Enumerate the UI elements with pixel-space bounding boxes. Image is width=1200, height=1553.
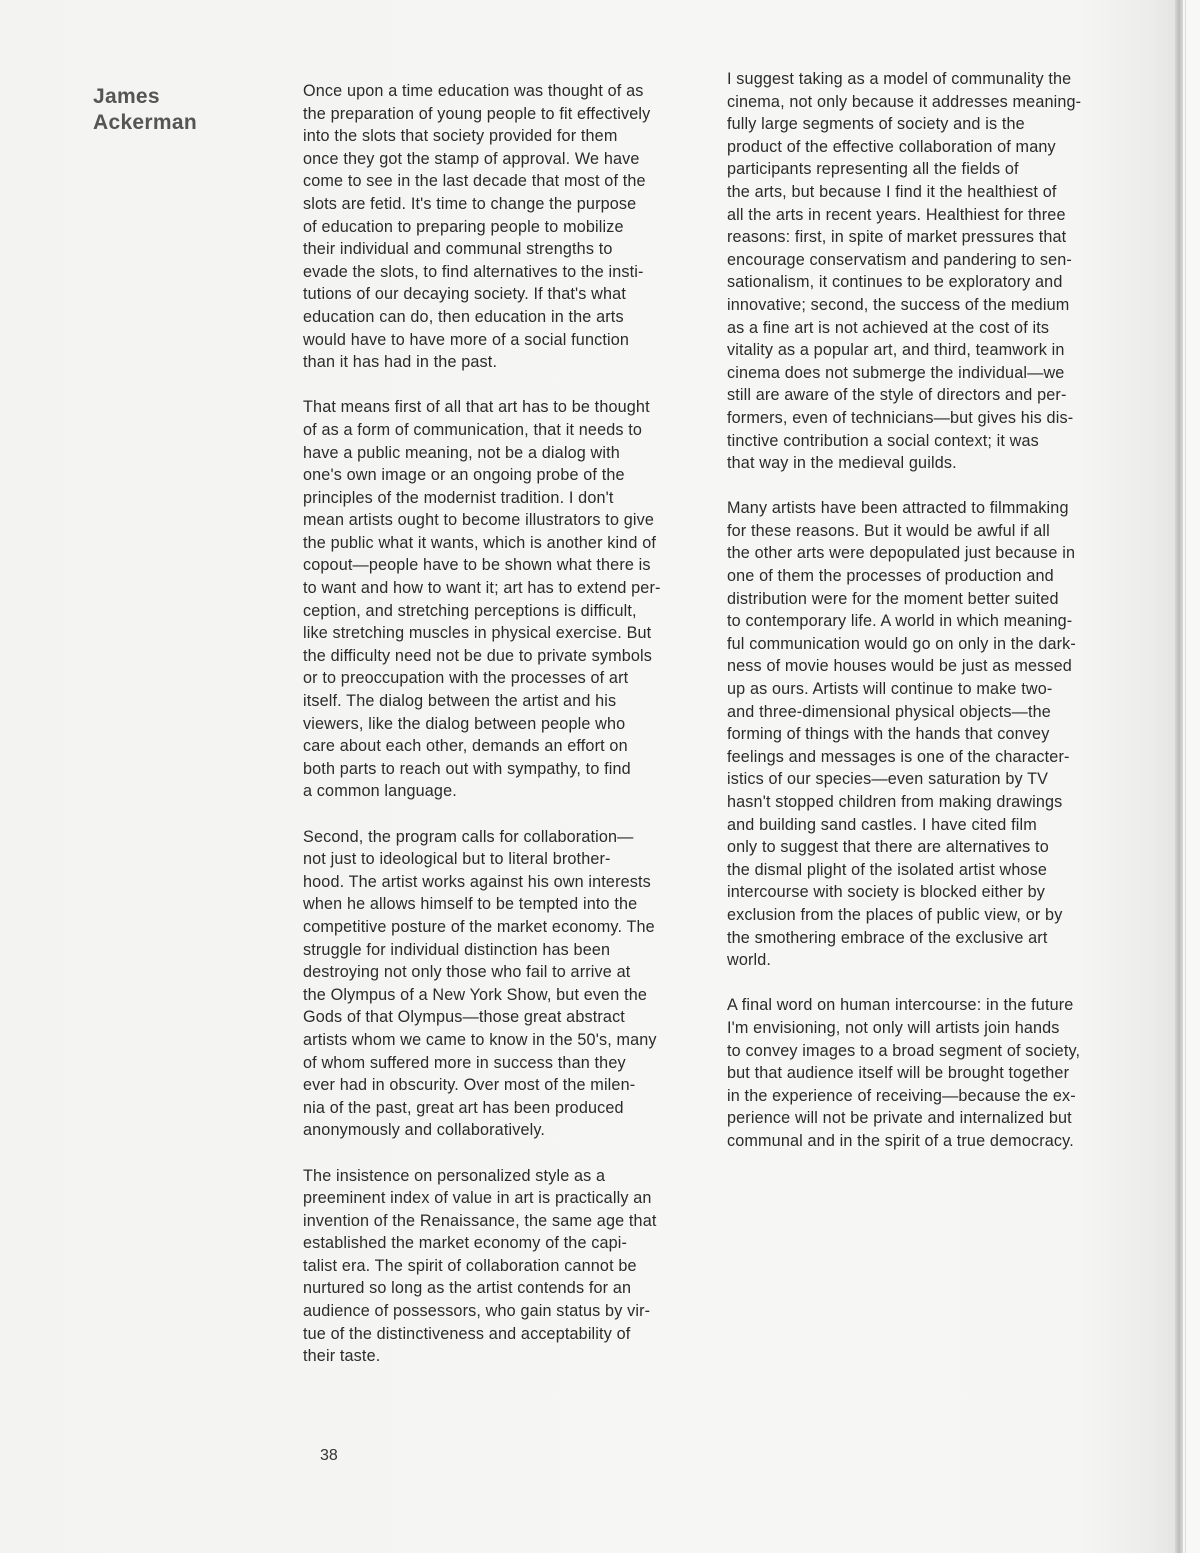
page-number: 38 (320, 1447, 338, 1464)
text-line: the smothering embrace of the exclusive art (727, 928, 1048, 947)
right-text-column (727, 68, 1147, 1175)
text-line: to want and how to want it; art has to extend per- (303, 579, 661, 598)
text-line: come to see in the last decade that most of the (303, 172, 646, 191)
paragraph (727, 497, 1147, 971)
text-line: into the slots that society provided for them (303, 127, 618, 146)
text-line: struggle for individual distinction has been (303, 940, 611, 959)
text-line: the other arts were depopulated just because in (727, 544, 1076, 563)
author-last-name: Ackerman (93, 111, 197, 134)
author-first-name: James (93, 85, 160, 108)
text-line: participants representing all the fields of (727, 160, 1019, 179)
left-text-column (303, 80, 708, 1390)
text-line: as a fine art is not achieved at the cost of its (727, 318, 1050, 337)
text-line: in the experience of receiving—because the ex- (727, 1086, 1076, 1105)
text-line: sationalism, it continues to be exploratory and (727, 273, 1063, 292)
text-line: hood. The artist works against his own interests (303, 872, 651, 891)
paragraph (303, 396, 708, 803)
text-line: nia of the past, great art has been produced (303, 1098, 624, 1117)
text-line: distribution were for the moment better suited (727, 589, 1059, 608)
text-line: innovative; second, the success of the medium (727, 295, 1070, 314)
text-line: The insistence on personalized style as a (303, 1166, 606, 1185)
text-line: encourage conservatism and pandering to sen- (727, 250, 1072, 269)
text-line: Once upon a time education was thought of as (303, 82, 644, 100)
text-line: slots are fetid. It's time to change the purpose (303, 194, 637, 213)
text-line: education can do, then education in the arts (303, 307, 624, 326)
text-line: cinema does not submerge the individual—we (727, 363, 1065, 382)
text-line: only to suggest that there are alternatives to (727, 838, 1049, 857)
paragraph (303, 826, 708, 1142)
text-line: both parts to reach out with sympathy, to find (303, 759, 631, 778)
text-line: nurtured so long as the artist contends for an (303, 1279, 632, 1298)
text-line: tinctive contribution a social context; it was (727, 431, 1039, 450)
text-line: tue of the distinctiveness and acceptability of (303, 1324, 631, 1343)
text-line: intercourse with society is blocked either by (727, 883, 1046, 902)
text-line: principles of the modernist tradition. I don't (303, 488, 614, 507)
text-line: I'm envisioning, not only will artists join hands (727, 1018, 1060, 1037)
text-line: the arts, but because I find it the healthiest of (727, 182, 1057, 201)
text-line: care about each other, demands an effort on (303, 737, 628, 756)
paragraph (303, 1165, 708, 1368)
text-line: have a public meaning, not be a dialog with (303, 443, 620, 462)
paragraph (727, 994, 1147, 1152)
text-line: copout—people have to be shown what there is (303, 556, 651, 575)
text-line: their taste. (303, 1347, 381, 1366)
author-name (93, 84, 197, 136)
text-line: world. (727, 951, 772, 970)
text-line: tutions of our decaying society. If that's what (303, 285, 626, 304)
text-line: up as ours. Artists will continue to make two- (727, 680, 1053, 699)
text-line: fully large segments of society and is the (727, 115, 1025, 134)
text-line: than it has had in the past. (303, 353, 498, 372)
text-line: cinema, not only because it addresses meaning- (727, 92, 1082, 111)
text-line: all the arts in recent years. Healthiest for three (727, 205, 1066, 224)
text-line: but that audience itself will be brought together (727, 1064, 1070, 1083)
paragraph (727, 68, 1147, 475)
text-line: once they got the stamp of approval. We have (303, 149, 640, 168)
text-line: audience of possessors, who gain status by vir- (303, 1302, 651, 1321)
text-line: the dismal plight of the isolated artist whose (727, 860, 1048, 879)
text-line: perience will not be private and internalized but (727, 1109, 1072, 1128)
text-line: preeminent index of value in art is practically an (303, 1189, 652, 1208)
page-edge (1185, 0, 1200, 1553)
text-line: to convey images to a broad segment of society, (727, 1041, 1081, 1060)
text-line: anonymously and collaboratively. (303, 1121, 546, 1140)
text-line: communal and in the spirit of a true democracy. (727, 1131, 1074, 1150)
text-line: invention of the Renaissance, the same age that (303, 1211, 657, 1230)
text-line: the preparation of young people to fit effectively (303, 104, 651, 123)
text-line: evade the slots, to find alternatives to the insti- (303, 262, 644, 281)
text-line: itself. The dialog between the artist and his (303, 692, 617, 711)
text-line: not just to ideological but to literal brother- (303, 850, 611, 869)
text-line: a common language. (303, 782, 457, 801)
text-line: hasn't stopped children from making drawings (727, 793, 1063, 811)
text-line: viewers, like the dialog between people who (303, 714, 626, 733)
text-line: still are aware of the style of directors and per- (727, 386, 1067, 405)
text-line: when he allows himself to be tempted into the (303, 895, 638, 914)
text-line: artists whom we came to know in the 50's, many (303, 1030, 657, 1049)
text-line: and building sand castles. I have cited film (727, 815, 1037, 834)
text-line: the public what it wants, which is another kind of (303, 533, 657, 552)
text-line: I suggest taking as a model of communality the (727, 70, 1072, 88)
text-line: destroying not only those who fail to arrive at (303, 963, 631, 982)
text-line: for these reasons. But it would be awful if all (727, 521, 1050, 540)
text-line: their individual and communal strengths to (303, 240, 613, 259)
text-line: formers, even of technicians—but gives his dis- (727, 408, 1074, 427)
paragraph (303, 80, 708, 374)
text-line: of whom suffered more in success than they (303, 1053, 626, 1072)
text-line: ever had in obscurity. Over most of the milen- (303, 1076, 636, 1095)
text-line: feelings and messages is one of the character- (727, 747, 1070, 766)
text-line: the Olympus of a New York Show, but even the (303, 985, 648, 1004)
text-line: to contemporary life. A world in which meaning- (727, 612, 1073, 631)
text-line: of as a form of communication, that it needs to (303, 420, 643, 439)
text-line: ful communication would go on only in the dark- (727, 634, 1076, 653)
text-line: Second, the program calls for collaboration— (303, 827, 634, 846)
text-line: would have to have more of a social function (303, 330, 630, 349)
text-line: competitive posture of the market economy. The (303, 917, 655, 936)
page-gutter-shadow (1175, 0, 1183, 1553)
text-line: vitality as a popular art, and third, teamwork in (727, 341, 1065, 360)
text-line: the difficulty need not be due to private symbols (303, 646, 652, 665)
text-line: reasons: first, in spite of market pressures that (727, 228, 1067, 247)
text-line: and three-dimensional physical objects—the (727, 702, 1051, 721)
text-line: istics of our species—even saturation by TV (727, 770, 1049, 789)
text-line: one of them the processes of production and (727, 567, 1054, 586)
text-line: talist era. The spirit of collaboration cannot be (303, 1256, 637, 1275)
text-line: established the market economy of the capi- (303, 1234, 628, 1253)
text-line: ception, and stretching perceptions is difficult, (303, 601, 637, 620)
text-line: like stretching muscles in physical exercise. But (303, 624, 652, 643)
text-line: forming of things with the hands that convey (727, 725, 1050, 744)
text-line: that way in the medieval guilds. (727, 454, 957, 473)
text-line: mean artists ought to become illustrators to give (303, 511, 655, 530)
text-line: That means first of all that art has to be thought (303, 398, 650, 417)
text-line: or to preoccupation with the processes of art (303, 669, 629, 688)
text-line: ness of movie houses would be just as messed (727, 657, 1072, 676)
text-line: one's own image or an ongoing probe of the (303, 466, 625, 485)
text-line: Many artists have been attracted to filmmaking (727, 499, 1069, 518)
text-line: product of the effective collaboration of many (727, 137, 1056, 156)
text-line: of education to preparing people to mobilize (303, 217, 624, 236)
text-line: A final word on human intercourse: in the future (727, 996, 1074, 1015)
text-line: Gods of that Olympus—those great abstract (303, 1008, 625, 1027)
text-line: exclusion from the places of public view, or by (727, 905, 1063, 924)
